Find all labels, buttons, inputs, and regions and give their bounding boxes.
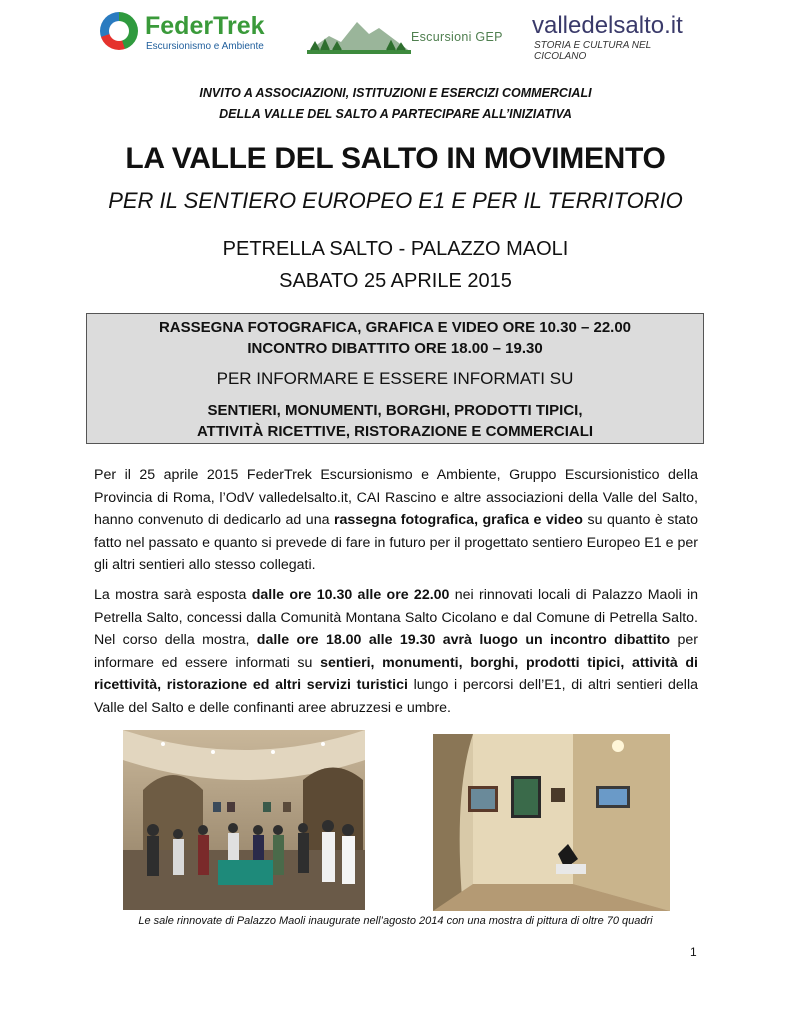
- event-place: PETRELLA SALTO - PALAZZO MAOLI: [222, 238, 569, 260]
- page-number: 1: [690, 945, 697, 959]
- photo-exhibition-crowd: [123, 730, 365, 910]
- gep-name: Escursioni GEP: [411, 30, 503, 44]
- event-date: SABATO 25 APRILE 2015: [279, 270, 512, 292]
- federtrek-logo: [100, 12, 270, 54]
- federtrek-name: FederTrek: [145, 12, 265, 40]
- paragraph-2-text-e: per informare ed essere informati su: [94, 632, 698, 671]
- invite-line-2: DELLA VALLE DEL SALTO A PARTECIPARE ALL’INIZIATIVA: [219, 107, 572, 121]
- gep-logo: [307, 16, 517, 56]
- page-title: LA VALLE DEL SALTO IN MOVIMENTO: [125, 142, 666, 175]
- valledelsalto-logo: [532, 12, 683, 62]
- paragraph-2-bold-d: dalle ore 18.00 alle 19.30 avrà luogo un incontro dibattito: [256, 632, 671, 648]
- box-line-2: INCONTRO DIBATTITO ORE 18.00 – 19.30: [247, 340, 543, 357]
- valledelsalto-name: valledelsalto.it: [532, 12, 683, 39]
- valledelsalto-subtitle: STORIA E CULTURA NEL CICOLANO: [534, 40, 652, 62]
- paragraph-1-bold-b: rassegna fotografica, grafica e video: [333, 512, 583, 528]
- photo-exhibition-paintings: [433, 734, 670, 911]
- box-line-4: SENTIERI, MONUMENTI, BORGHI, PRODOTTI TIPICI,: [207, 402, 583, 419]
- mountain-icon: [307, 16, 411, 56]
- paragraph-2: [94, 584, 698, 719]
- paragraph-2-text-c: nei rinnovati locali di Palazzo Maoli in Petrella Salto, concessi dalla Comunità Montana Salto Cicolano e dal Comune di Petrella Salto. Nel corso della mostra,: [94, 587, 698, 648]
- paragraph-2-text-g: lungo i percorsi dell’E1, di altri sentieri della Valle del Salto e delle confinanti aree abruzzesi e umbre.: [94, 677, 698, 716]
- invite-line-1: INVITO A ASSOCIAZIONI, ISTITUZIONI E ESERCIZI COMMERCIALI: [199, 86, 592, 100]
- paragraph-2-text-a: La mostra sarà esposta: [94, 587, 252, 603]
- federtrek-emblem-icon: [100, 12, 138, 50]
- paragraph-2-bold-f: sentieri, monumenti, borghi, prodotti tipici, attività di ricettività, ristorazione ed altri servizi turistici: [94, 654, 698, 693]
- page-subtitle: PER IL SENTIERO EUROPEO E1 E PER IL TERRITORIO: [108, 188, 683, 213]
- paragraph-2-bold-b: dalle ore 10.30 alle ore 22.00: [251, 587, 450, 603]
- paragraph-1-text-c: su quanto è stato fatto nel passato e quanto si prevede di fare in futuro per il progettato sentiero Europeo E1 e per gli altri sentieri allo stesso collegati.: [94, 512, 698, 573]
- box-line-3: PER INFORMARE E ESSERE INFORMATI SU: [216, 369, 574, 388]
- paragraph-1-text-a: Per il 25 aprile 2015 FederTrek Escursionismo e Ambiente, Gruppo Escursionistico della Provincia di Roma, l’OdV valledelsalto.it, CAI Rascino e altre associazioni della Valle del Salto, hanno convenuto di dedicarlo ad una: [94, 467, 698, 528]
- box-line-1: RASSEGNA FOTOGRAFICA, GRAFICA E VIDEO ORE 10.30 – 22.00: [158, 319, 632, 336]
- paragraph-1: [94, 464, 698, 577]
- box-line-5: ATTIVITÀ RICETTIVE, RISTORAZIONE E COMMERCIALI: [196, 423, 594, 440]
- federtrek-subtitle: Escursionismo e Ambiente: [146, 41, 264, 52]
- highlight-box: [86, 313, 704, 444]
- photo-caption: Le sale rinnovate di Palazzo Maoli inaugurate nell’agosto 2014 con una mostra di pittura di oltre 70 quadri: [138, 915, 653, 927]
